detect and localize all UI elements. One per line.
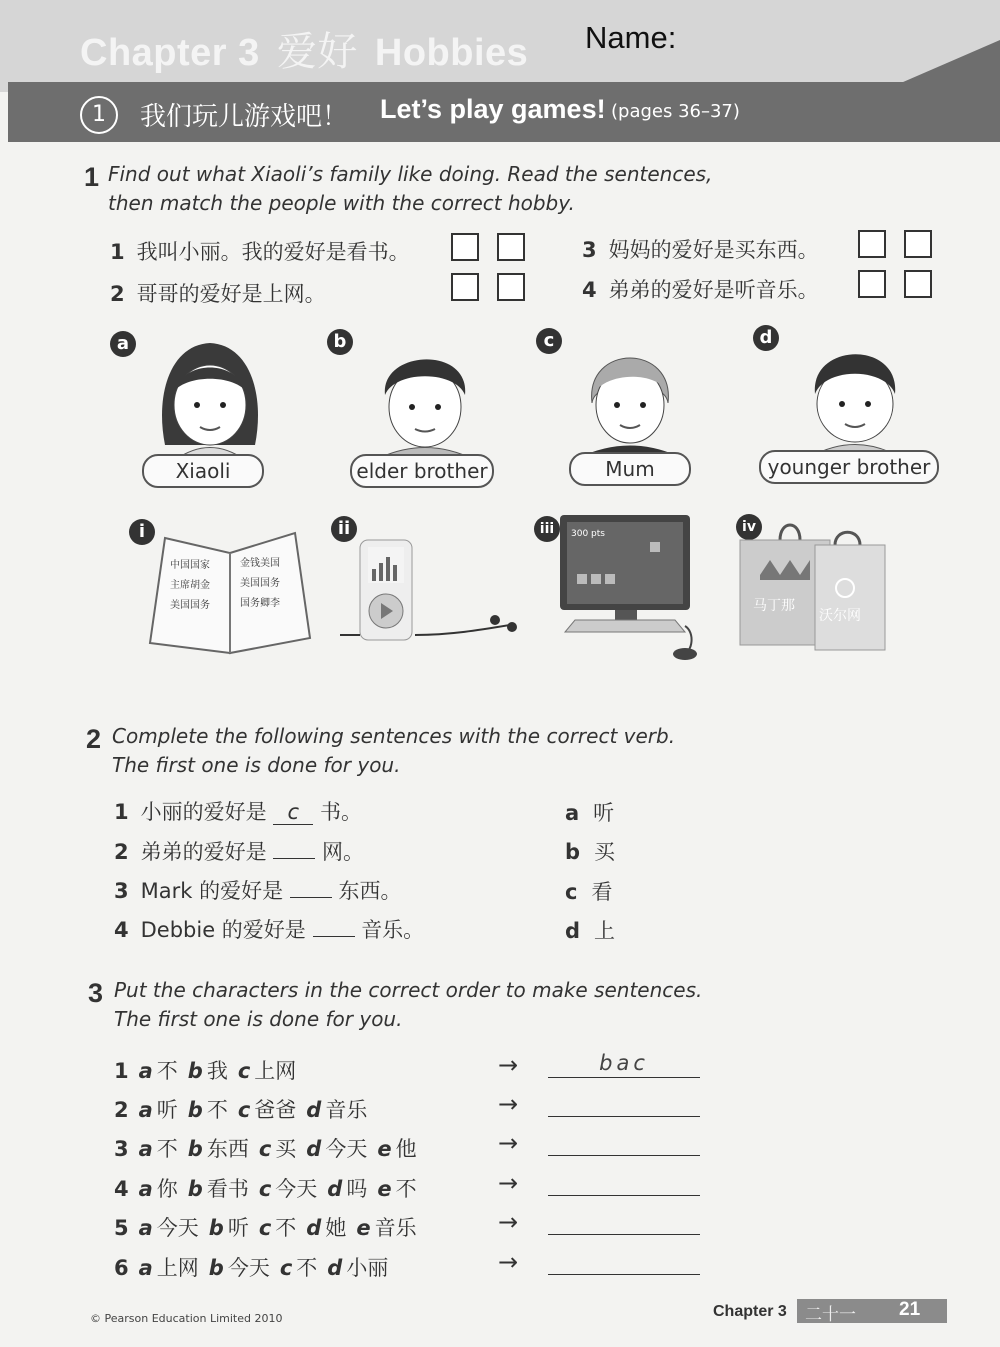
ex3-part-text: 我 (206, 1059, 228, 1083)
ex3-part-text: 听 (227, 1216, 249, 1240)
ex2-answer-1[interactable]: c (273, 800, 313, 825)
ex2-sentence-3: 3 Mark 的爱好是 东西。 (114, 879, 402, 903)
exercise-3-instruction: Put the characters in the correct order to make sentences. The first one is done for you. (114, 978, 703, 1031)
ex3-part-text: 音乐 (325, 1098, 368, 1122)
ex2-answer-blank[interactable] (290, 897, 332, 898)
ex2-option-a: a 听 (565, 801, 615, 825)
ex3-part-letter: b (187, 1137, 203, 1161)
bag-1-text: 马丁那 (753, 598, 795, 614)
ex3-part-letter: e (356, 1216, 371, 1240)
ex3-part-letter: b (187, 1059, 203, 1083)
answer-box[interactable] (904, 270, 932, 298)
ex3-answer-line[interactable] (548, 1129, 700, 1156)
ex2-answer-blank[interactable] (273, 858, 315, 859)
ex1-sentence-2: 2 哥哥的爱好是上网。 (110, 282, 326, 306)
chapter-header (0, 0, 1000, 92)
ex3-part-text: 不 (156, 1137, 178, 1161)
ex3-answer-line[interactable] (548, 1248, 700, 1275)
unit-number-badge: 1 (80, 96, 118, 134)
ex3-part-letter: c (237, 1098, 251, 1122)
ex3-answer-line[interactable] (548, 1090, 700, 1117)
ex3-part-text: 她 (325, 1216, 347, 1240)
ex2-sentence-1: 1 小丽的爱好是 c 书。 (114, 800, 362, 824)
ex2-option-d: d 上 (565, 919, 616, 943)
ex3-part-letter: b (208, 1256, 224, 1280)
ex3-part-text: 他 (395, 1137, 417, 1161)
ex3-part-letter: b (187, 1098, 203, 1122)
ex3-part-letter: d (306, 1216, 322, 1240)
ex3-part-text: 上网 (156, 1256, 199, 1280)
unit-pages: (pages 36–37) (611, 101, 740, 122)
ex3-item (114, 1252, 388, 1282)
girl-xiaoli-icon (145, 335, 275, 460)
exercise-1-number: 1 (84, 162, 100, 192)
ex2-option-c: c 看 (565, 880, 613, 904)
ex1-sentence-4: 4 弟弟的爱好是听音乐。 (582, 278, 819, 302)
arrow-right-icon: → (498, 1248, 519, 1276)
ex3-part-text: 爸爸 (254, 1098, 297, 1122)
person-b-badge: b (327, 329, 353, 355)
chapter-title: Chapter 3 爱好 Hobbies (80, 30, 529, 74)
ex3-item (114, 1173, 417, 1203)
arrow-right-icon: → (498, 1051, 519, 1079)
book-icon (145, 528, 315, 658)
ex3-part-text: 东西 (206, 1137, 249, 1161)
ex3-part-letter: c (258, 1216, 272, 1240)
ex1-sentence-1: 1 我叫小丽。我的爱好是看书。 (110, 240, 410, 264)
ex3-part-letter: b (208, 1216, 224, 1240)
unit-banner (8, 82, 1000, 142)
unit-title-en: Let’s play games! (380, 94, 606, 124)
shopping-bags-icon (735, 520, 925, 655)
ex3-part-letter: a (138, 1256, 153, 1280)
copyright: © Pearson Education Limited 2010 (90, 1312, 283, 1325)
arrow-right-icon: → (498, 1090, 519, 1118)
ex3-part-text: 小丽 (346, 1256, 389, 1280)
ex3-item (114, 1212, 417, 1242)
ex3-part-text: 不 (156, 1059, 178, 1083)
book-text-1: 中国国家 (170, 560, 210, 571)
exercise-2-number: 2 (86, 724, 102, 754)
ex3-part-letter: b (187, 1177, 203, 1201)
book-text-6: 国务卿李 (240, 598, 280, 609)
ex3-item-number: 6 (114, 1256, 129, 1280)
person-d-badge: d (753, 325, 779, 351)
person-b-label: elder brother (350, 454, 494, 488)
ex2-option-b: b 买 (565, 840, 616, 864)
ex3-part-letter: d (327, 1177, 343, 1201)
page-number-zh: 二十一 (805, 1305, 856, 1325)
ex3-item-number: 3 (114, 1137, 129, 1161)
ex3-part-text: 上网 (254, 1059, 297, 1083)
ex3-part-letter: c (237, 1059, 251, 1083)
ex3-item (114, 1133, 417, 1163)
woman-mum-icon (570, 333, 690, 458)
ex3-part-text: 不 (206, 1098, 228, 1122)
ex3-part-letter: e (377, 1177, 392, 1201)
unit-title-zh: 我们玩儿游戏吧！ (140, 102, 349, 132)
ex3-part-text: 你 (156, 1177, 178, 1201)
book-text-2: 主席胡金 (170, 580, 210, 591)
ex3-item (114, 1094, 367, 1124)
exercise-1-instruction: Find out what Xiaoli’s family like doing. Read the sentences, then match the people with the correct hobby. (108, 162, 713, 215)
hobby-i-badge: i (129, 519, 155, 545)
exercise-3-number: 3 (88, 978, 104, 1008)
ex3-part-text: 不 (395, 1177, 417, 1201)
ex3-part-letter: a (138, 1137, 153, 1161)
arrow-right-icon: → (498, 1208, 519, 1236)
page-number: 21 (899, 1299, 921, 1320)
ex3-part-text: 音乐 (374, 1216, 417, 1240)
ex3-part-text: 不 (275, 1216, 297, 1240)
ex3-part-letter: c (258, 1177, 272, 1201)
boy-elder-brother-icon (365, 335, 485, 460)
ex3-part-letter: a (138, 1177, 153, 1201)
name-label: Name: (585, 20, 677, 55)
person-a-label: Xiaoli (142, 454, 264, 488)
ex3-part-text: 买 (275, 1137, 297, 1161)
ex3-answer-line[interactable]: bac (548, 1051, 700, 1078)
ex3-part-letter: a (138, 1059, 153, 1083)
ex3-item-number: 4 (114, 1177, 129, 1201)
ex3-part-text: 今天 (227, 1256, 270, 1280)
ex1-sentence-3: 3 妈妈的爱好是买东西。 (582, 238, 819, 262)
page-number-bar (797, 1299, 947, 1323)
ex3-part-text: 看书 (206, 1177, 249, 1201)
ex3-item (114, 1055, 296, 1085)
answer-box[interactable] (497, 233, 525, 261)
book-text-5: 美国国务 (240, 578, 280, 589)
answer-box[interactable] (451, 273, 479, 301)
ex3-part-text: 不 (296, 1256, 318, 1280)
ex3-part-text: 吗 (346, 1177, 368, 1201)
person-a-badge: a (110, 331, 136, 357)
bag-2-text: 沃尔网 (819, 608, 861, 624)
ex3-part-letter: d (327, 1256, 343, 1280)
ex3-part-letter: c (258, 1137, 272, 1161)
ex3-part-letter: a (138, 1098, 153, 1122)
arrow-right-icon: → (498, 1169, 519, 1197)
arrow-right-icon: → (498, 1129, 519, 1157)
hobby-iii-badge: iii (534, 516, 560, 542)
book-text-4: 金钱美国 (240, 558, 280, 569)
ex3-part-text: 今天 (156, 1216, 199, 1240)
screen-score: 300 pts (571, 529, 605, 539)
person-c-label: Mum (569, 452, 691, 486)
hobby-ii-badge: ii (331, 516, 357, 542)
answer-box[interactable] (858, 270, 886, 298)
ex3-part-letter: d (306, 1098, 322, 1122)
exercise-2-instruction: Complete the following sentences with the correct verb. The first one is done for you. (112, 724, 676, 777)
computer-icon (555, 512, 705, 662)
ex3-item-number: 2 (114, 1098, 129, 1122)
ex3-answer-line[interactable] (548, 1208, 700, 1235)
ex3-part-letter: d (306, 1137, 322, 1161)
footer-chapter: Chapter 3 (713, 1303, 787, 1320)
answer-box[interactable] (451, 233, 479, 261)
ex3-item-number: 1 (114, 1059, 129, 1083)
ex2-sentence-4: 4 Debbie 的爱好是 音乐。 (114, 918, 425, 942)
ex3-part-text: 听 (156, 1098, 178, 1122)
ex3-answer-line[interactable] (548, 1169, 700, 1196)
answer-box[interactable] (497, 273, 525, 301)
music-player-icon (330, 535, 530, 645)
ex3-part-letter: a (138, 1216, 153, 1240)
ex3-part-letter: c (279, 1256, 293, 1280)
boy-younger-brother-icon (795, 332, 915, 457)
ex3-part-text: 今天 (325, 1137, 368, 1161)
ex2-answer-blank[interactable] (313, 936, 355, 937)
person-c-badge: c (536, 328, 562, 354)
answer-box[interactable] (858, 230, 886, 258)
ex3-item-number: 5 (114, 1216, 129, 1240)
person-d-label: younger brother (759, 450, 939, 484)
ex3-part-letter: e (377, 1137, 392, 1161)
answer-box[interactable] (904, 230, 932, 258)
ex2-sentence-2: 2 弟弟的爱好是 网。 (114, 840, 364, 864)
hobby-iv-badge: iv (736, 514, 762, 540)
ex3-part-text: 今天 (275, 1177, 318, 1201)
book-text-3: 美国国务 (170, 600, 210, 611)
